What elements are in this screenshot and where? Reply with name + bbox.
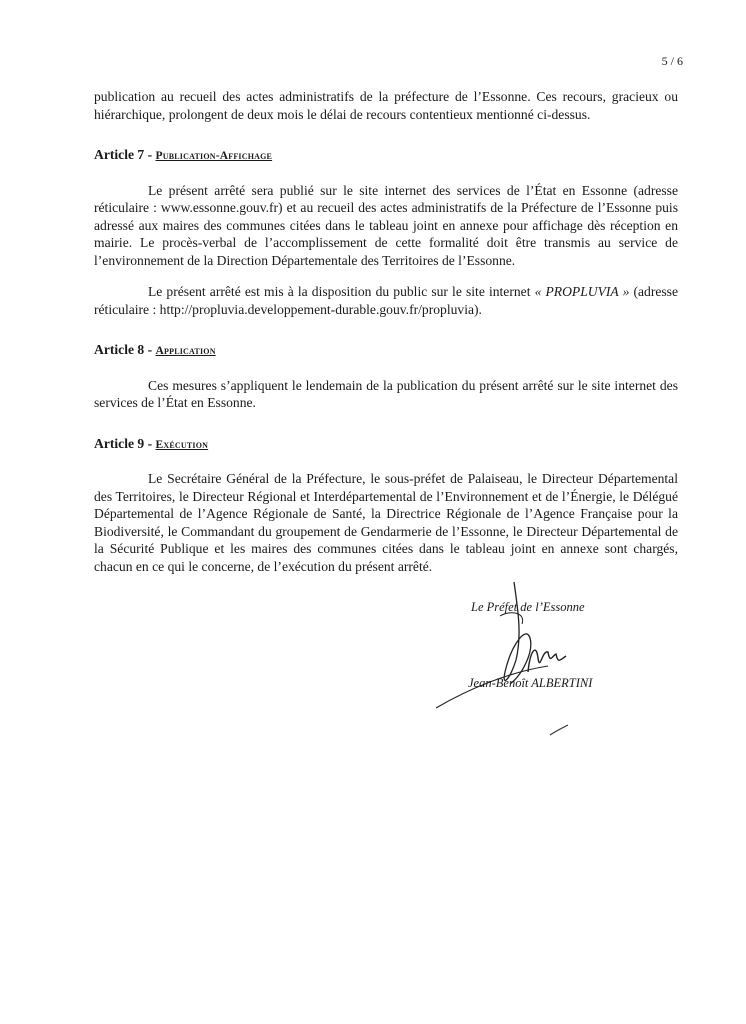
intro-paragraph: publication au recueil des actes administratifs de la préfecture de l’Essonne. Ces recours, gracieux ou hiérarchique, prolongent de deux mois le délai de recours contentieux mentionné ci-dessus. [94, 89, 678, 122]
document-body [94, 88, 678, 575]
page-number: 5 / 6 [661, 54, 683, 68]
article-9-label: Article 9 - [94, 435, 156, 451]
signature-block [430, 580, 650, 730]
article-8-label: Article 8 - [94, 342, 156, 357]
article-9-heading [94, 435, 678, 455]
article-8-paragraph-1: Ces mesures s’appliquent le lendemain de la publication du présent arrêté sur le site internet des services de l’État en Essonne. [94, 377, 678, 410]
article-7-p2-text: Le présent arrêté est mis à la disposition du public sur le site internet [148, 284, 535, 299]
article-9-title: Exécution [155, 438, 209, 451]
article-7-title: Publication-Affichage [155, 150, 273, 162]
article-7-heading [94, 146, 678, 166]
pen-mark [548, 723, 570, 737]
article-8-heading [94, 341, 678, 361]
propluvia-emphasis: « PROPLUVIA » [534, 284, 630, 299]
article-7-paragraph-2 [94, 283, 678, 318]
signatory-title: Le Préfet de l’Essonne [471, 600, 585, 614]
article-9-paragraph-1: Le Secrétaire Général de la Préfecture, le sous-préfet de Palaiseau, le Directeur Départemental des Territoires, le Directeur Régional et Interdépartemental de l’Environnement et de l’Énergie, le Délégué Départemental de l’Agence Régionale de Santé, la Directrice Régionale de l’Agence Française pour la Biodiversité, le Commandant du groupement de Gendarmerie de l’Essonne, le Directeur Départemental de la Sécurité Publique et les maires des communes citées dans le tableau joint en annexe sont chargés, chacun en ce qui le concerne, de l’exécution du présent arrêté. [94, 471, 678, 574]
article-7-label: Article 7 - [94, 147, 156, 162]
article-7-p2-tail: (adresse réticulaire : http://propluvia.developpement-durable.gouv.fr/propluvia). [94, 284, 679, 317]
article-8-title: Application [155, 345, 216, 357]
signatory-name: Jean-Benoît ALBERTINI [468, 676, 593, 690]
article-7-paragraph-1: Le présent arrêté sera publié sur le site internet des services de l’État en Essonne (adresse réticulaire : www.essonne.gouv.fr) et au recueil des actes administratifs de la Préfecture de l’Essonne puis adressé aux maires des communes citées dans le tableau joint en annexe pour affichage dès réception en mairie. Le procès-verbal de l’accomplissement de cette formalité doit être transmis au service de l’environnement de la Direction Départementale des Territoires de l’Essonne. [94, 182, 678, 268]
